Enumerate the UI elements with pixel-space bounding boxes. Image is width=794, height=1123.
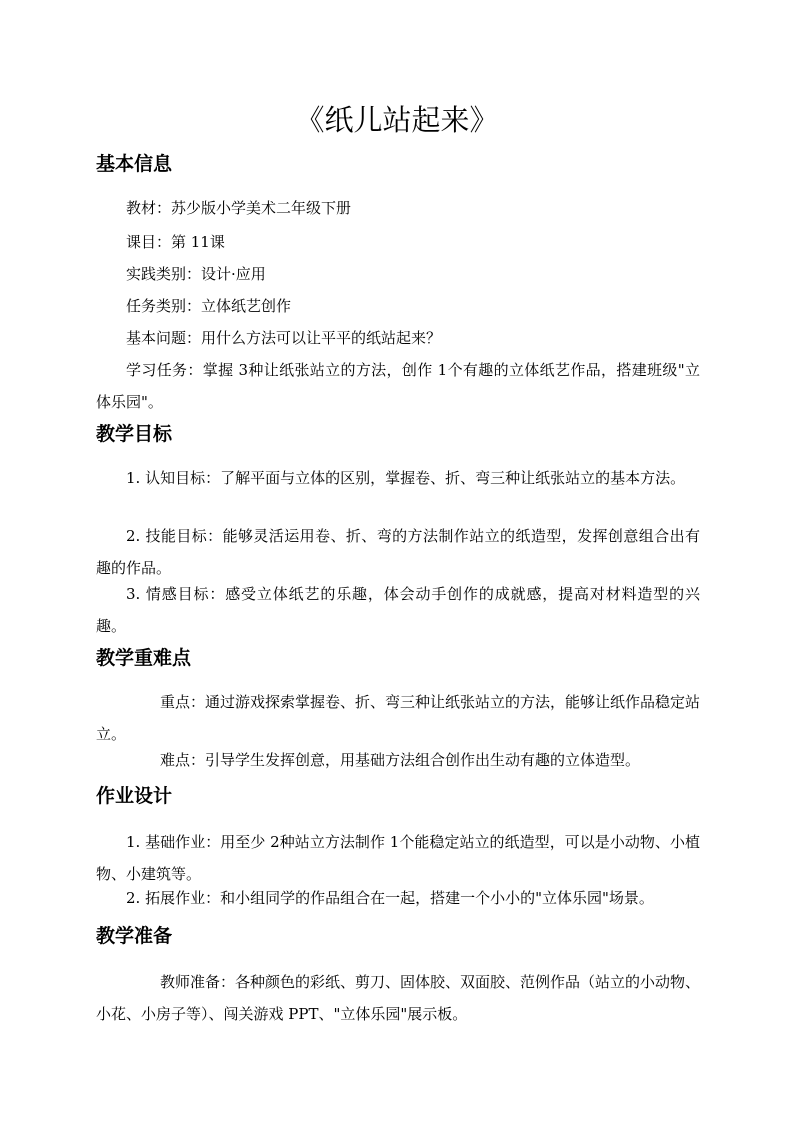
basic-task-type: 任务类别：立体纸艺创作 (126, 297, 292, 315)
heading-basic-info: 基本信息 (96, 153, 173, 175)
basic-question: 基本问题：用什么方法可以让平平的纸站起来？ (126, 329, 442, 347)
heading-goals: 教学目标 (96, 423, 173, 445)
heading-homework: 作业设计 (96, 785, 173, 807)
preparation-teacher: 教师准备：各种颜色的彩纸、剪刀、固体胶、双面胶、范例作品（站立的小动物、小花、小房子等）、闯关游戏 PPT、"立体乐园"展示板。 (96, 973, 701, 1023)
basic-material: 教材：苏少版小学美术二年级下册 (126, 199, 352, 217)
heading-key-points: 教学重难点 (96, 647, 192, 669)
homework-basic: 1. 基础作业：用至少 2种站立方法制作 1个能稳定站立的纸造型，可以是小动物、小植物、小建筑等。 (96, 833, 700, 883)
goal-item-emotion: 3. 情感目标：感受立体纸艺的乐趣，体会动手创作的成就感，提高对材料造型的兴趣。 (96, 585, 700, 635)
goal-item-skill: 2. 技能目标：能够灵活运用卷、折、弯的方法制作站立的纸造型，发挥创意组合出有趣的作品。 (96, 527, 700, 577)
basic-learning-task: 学习任务：掌握 3种让纸张站立的方法，创作 1个有趣的立体纸艺作品，搭建班级"立体乐园"。 (96, 361, 700, 411)
key-point-focus: 重点：通过游戏探索掌握卷、折、弯三种让纸张站立的方法，能够让纸作品稳定站立。 (96, 693, 701, 743)
basic-practice-type: 实践类别：设计·应用 (126, 265, 266, 283)
goal-item-cognitive: 1. 认知目标：了解平面与立体的区别，掌握卷、折、弯三种让纸张站立的基本方法。 (126, 469, 686, 487)
key-point-difficulty: 难点：引导学生发挥创意，用基础方法组合创作出生动有趣的立体造型。 (160, 751, 641, 769)
heading-preparation: 教学准备 (96, 925, 173, 947)
document-title: 《纸儿站起来》 (295, 103, 499, 137)
homework-extension: 2. 拓展作业：和小组同学的作品组合在一起，搭建一个小小的"立体乐园"场景。 (126, 889, 654, 907)
basic-lesson: 课目：第 11课 (126, 233, 225, 251)
